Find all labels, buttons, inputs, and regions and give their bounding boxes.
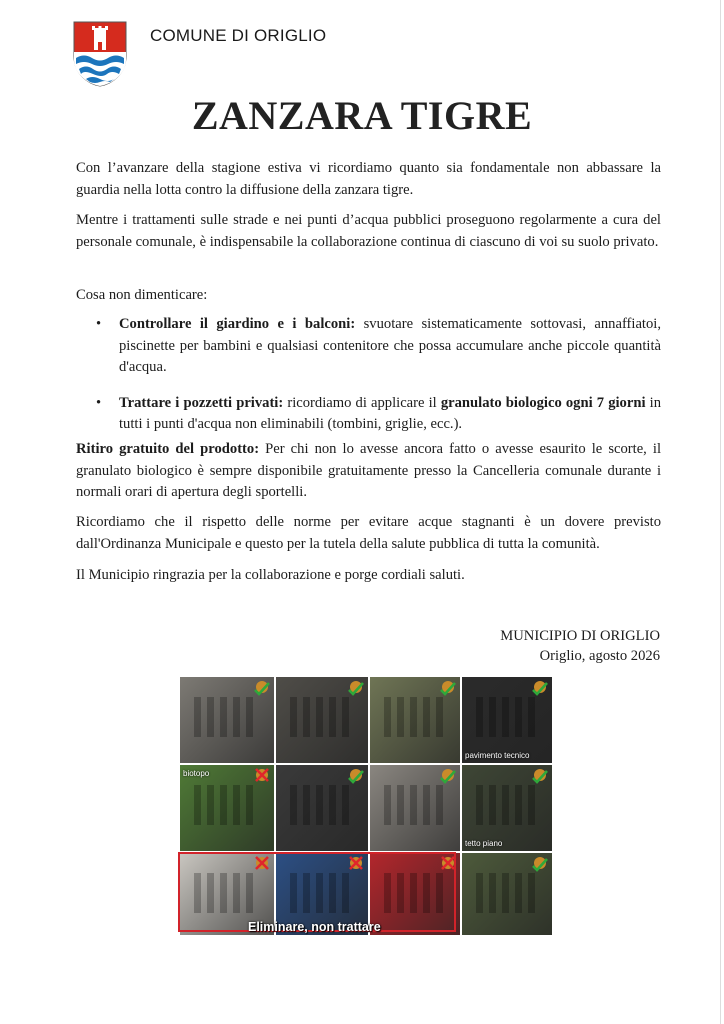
reminder-heading: Cosa non dimenticare: — [76, 287, 208, 303]
photo-pole-drain — [370, 765, 460, 851]
check-badge-icon — [347, 766, 365, 784]
check-badge-icon — [531, 766, 549, 784]
cross-badge-icon — [253, 766, 271, 784]
list-item — [76, 393, 661, 436]
check-badge-icon — [531, 854, 549, 872]
photo-pond — [180, 765, 274, 851]
photo-caption: pavimento tecnico — [465, 751, 530, 760]
scan-edge — [720, 0, 721, 1024]
signature-municipality: MUNICIPIO DI ORIGLIO — [500, 628, 660, 644]
check-badge-icon — [253, 678, 271, 696]
ordinance-paragraph: Ricordiamo che il rispetto delle norme per evitare acque stagnanti è un dovere previsto dall'Ordinanza Municipale e questo per la tutela della salute pubblica di tutta la comunità. — [76, 514, 661, 552]
list-item-text: svuotare sistematicamente sottovasi, annaffiatoi, piscinette per bambini e qualsiasi contenitore che possa accumulare anche piccole quantità d'acqua. — [119, 316, 661, 375]
check-badge-icon — [347, 678, 365, 696]
check-badge-icon — [439, 678, 457, 696]
pickup-text: Per chi non lo avesse ancora fatto o avesse esaurito le scorte, il granulato biologico è sempre disponibile gratuitamente presso la Cancelleria comunale durante i normali orari di apertura degli sportelli. — [76, 441, 662, 500]
treatments-paragraph: Mentre i trattamenti sulle strade e nei punti d’acqua pubblici proseguono regolarmente a cura del personale comunale, è indispensabile la collaborazione continua di ciascuno di voi su suolo privato. — [76, 212, 661, 250]
list-item-bold-2: granulato biologico ogni 7 giorni — [440, 394, 646, 411]
list-item-bold: Trattare i pozzetti privati: — [119, 394, 284, 411]
list-item-text: ricordiamo di applicare il — [283, 394, 441, 411]
signature-place-date: Origlio, agosto 2026 — [539, 648, 660, 664]
reminder-list — [76, 314, 661, 450]
check-badge-icon — [439, 766, 457, 784]
pickup-bold: Ritiro gratuito del prodotto: — [76, 441, 260, 457]
organization-name: COMUNE DI ORIGLIO — [150, 26, 327, 45]
list-item-bold: Controllare il giardino e i balconi: — [119, 316, 356, 332]
bullet-icon: • — [96, 316, 102, 332]
photo-caption: biotopo — [183, 769, 210, 778]
signature-block — [500, 626, 660, 666]
photo-technical-floor — [462, 677, 552, 763]
check-badge-icon — [531, 678, 549, 696]
closing-paragraph: Il Municipio ringrazia per la collaborazione e porge cordiali saluti. — [76, 567, 465, 583]
photo-open-pit — [462, 853, 552, 935]
photo-caption: tetto piano — [465, 839, 503, 848]
pickup-paragraph — [76, 439, 661, 504]
photo-pit-drain — [276, 677, 368, 763]
list-item — [76, 314, 661, 379]
photo-gutter-channel — [370, 677, 460, 763]
coat-of-arms-icon — [72, 20, 128, 88]
photo-collage — [180, 677, 552, 935]
photo-grate-drain — [180, 677, 274, 763]
page-title: ZANZARA TIGRE — [191, 93, 533, 138]
intro-paragraph: Con l’avanzare della stagione estiva vi ricordiamo quanto sia fondamentale non abbassare la guardia nella lotta contro la diffusione della zanzara tigre. — [76, 160, 661, 198]
photo-flat-roof — [462, 765, 552, 851]
photo-linear-grate — [276, 765, 368, 851]
bullet-icon: • — [96, 394, 102, 411]
eliminate-banner: Eliminare, non trattare — [248, 920, 381, 934]
list-item-text-2: in tutti i punti d'acqua non eliminabili (tombini, griglie, ecc.). — [119, 394, 661, 432]
